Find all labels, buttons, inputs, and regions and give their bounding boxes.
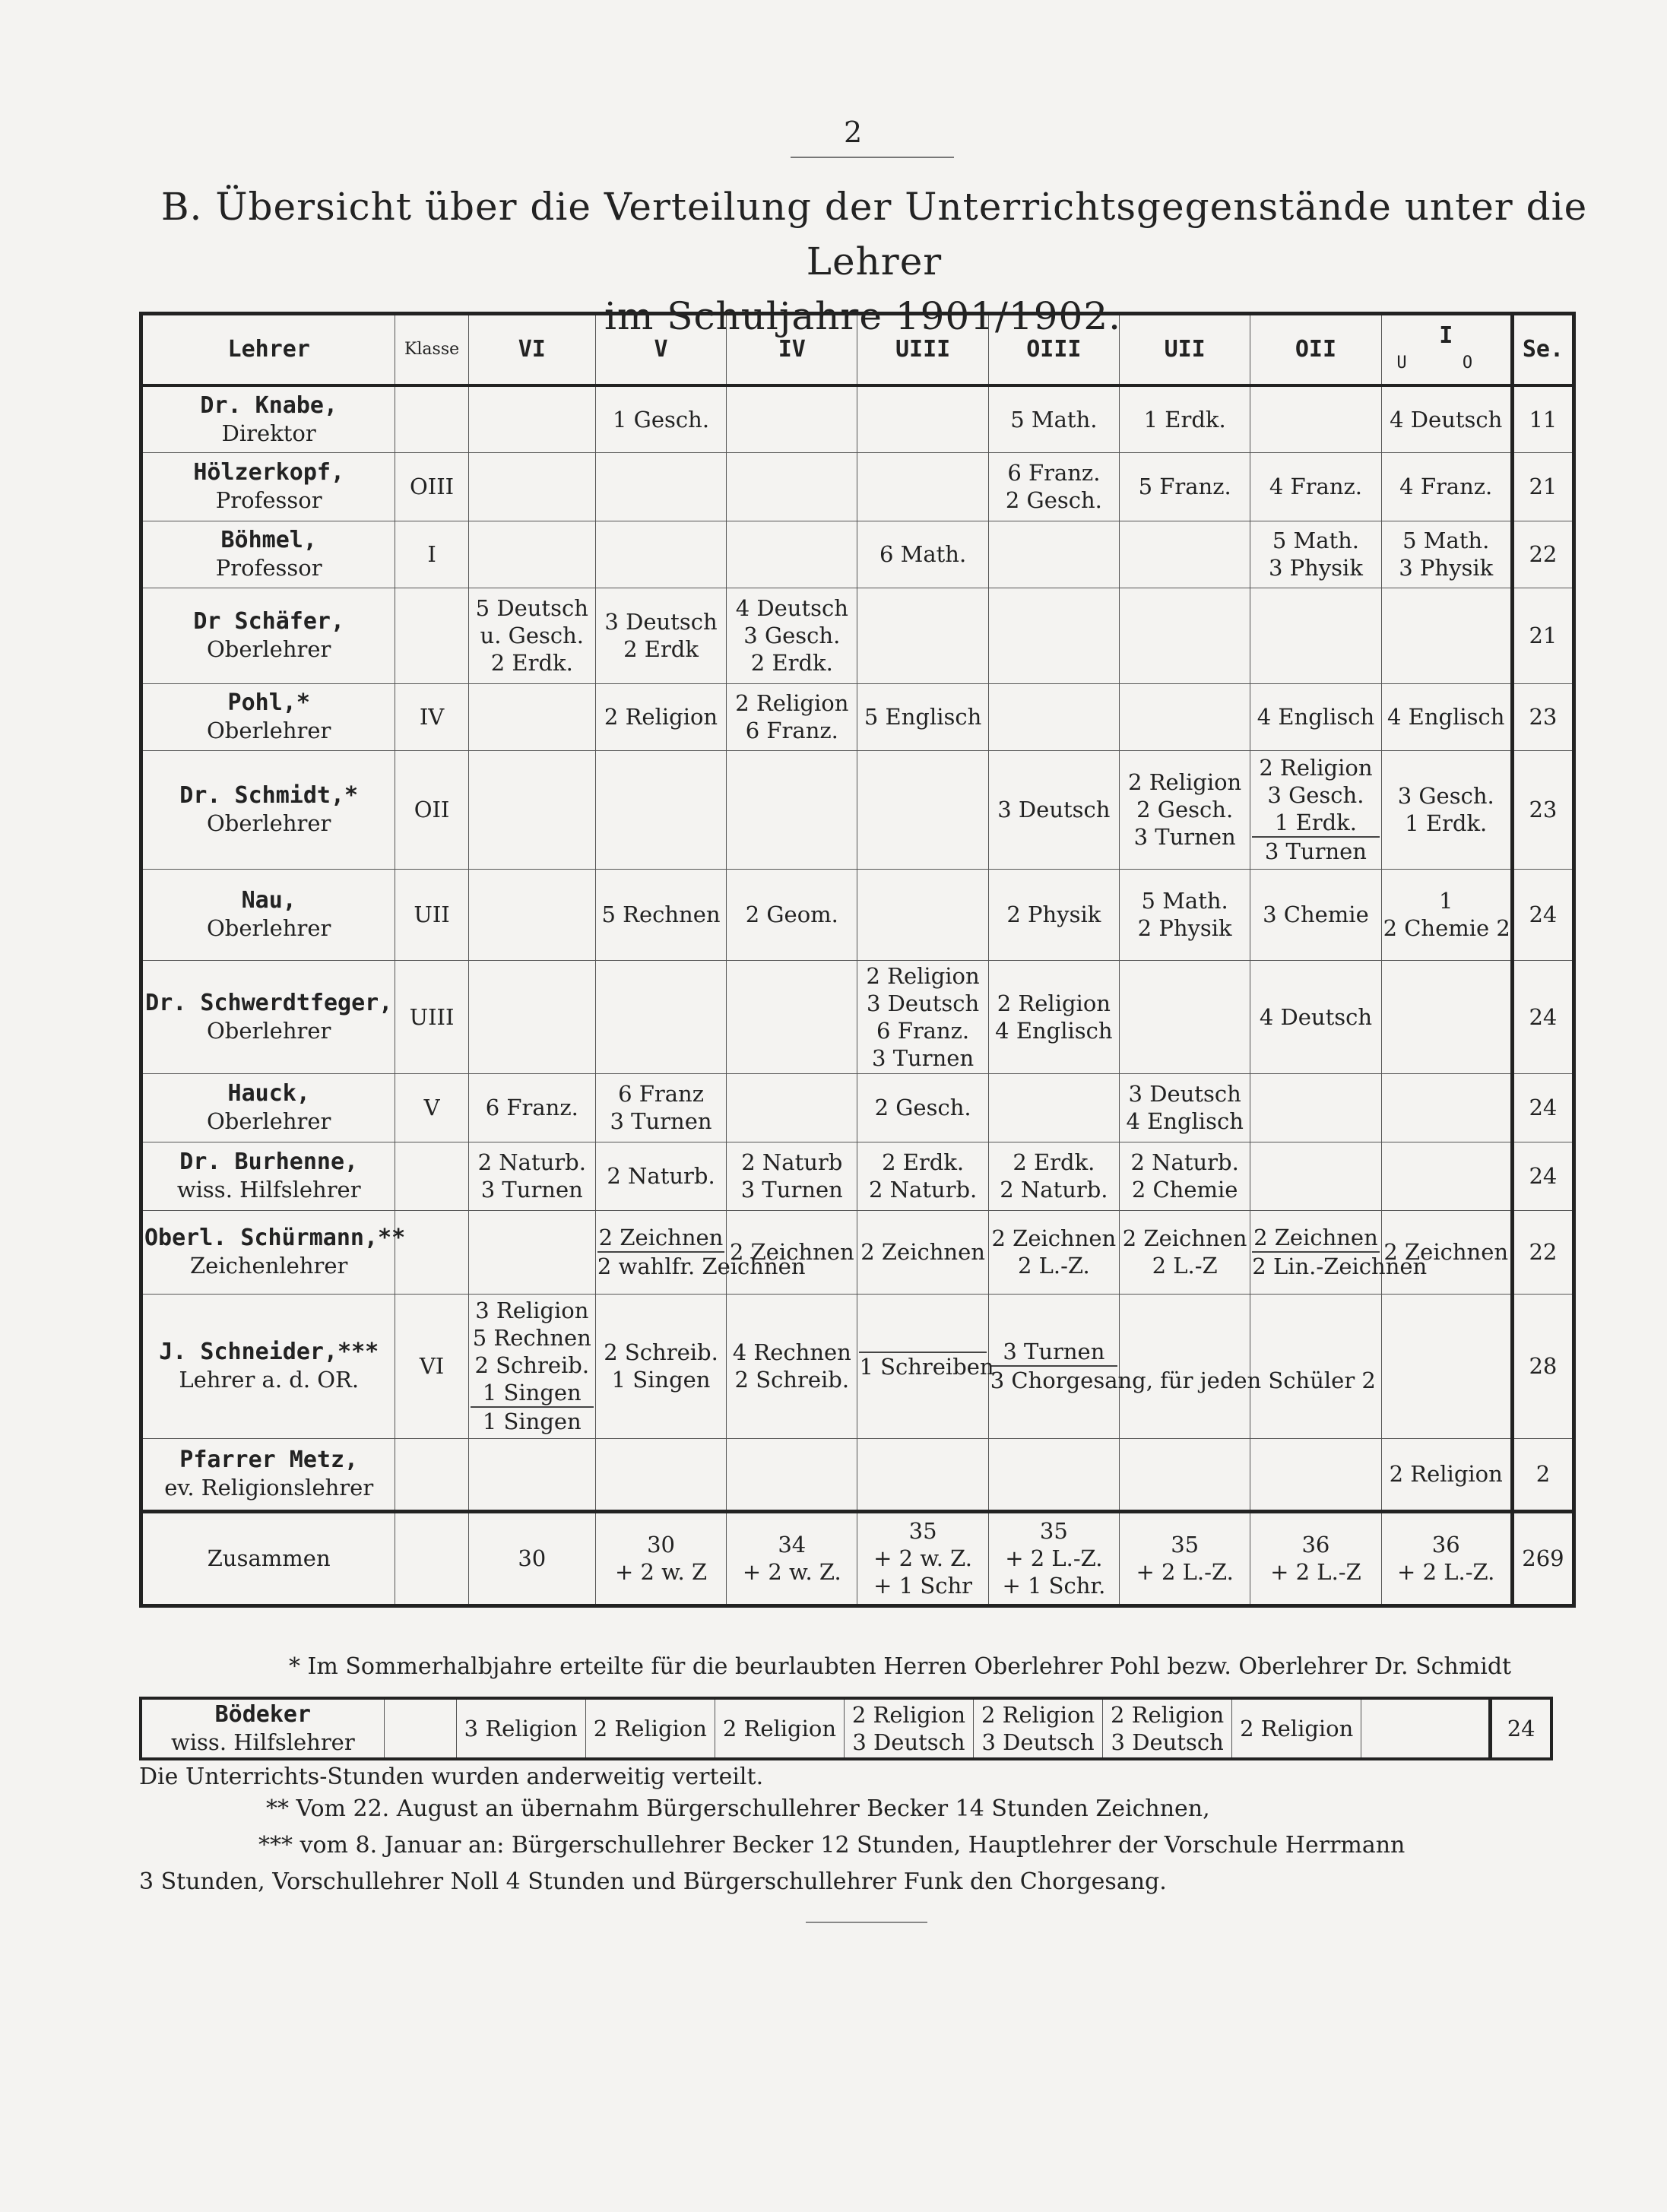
table-row bbox=[141, 452, 1574, 521]
cell-uiii: 2 Gesch. bbox=[857, 1073, 988, 1142]
cell-v: 6 Franz 3 Turnen bbox=[595, 1073, 726, 1142]
sum-cell: 24 bbox=[1512, 1073, 1574, 1142]
teacher-name: Hauck, bbox=[227, 1080, 310, 1107]
boedeker-cell-i bbox=[1361, 1698, 1491, 1759]
cell-vi bbox=[468, 750, 595, 869]
table-row bbox=[141, 1210, 1574, 1294]
cell-iv: 2 Geom. bbox=[727, 869, 857, 960]
cell-iv: 2 Religion 6 Franz. bbox=[727, 683, 857, 750]
cell-uiii: 5 Englisch bbox=[857, 683, 988, 750]
cell-i bbox=[1381, 1294, 1512, 1438]
cell-oiii: 3 Turnen 3 Chorgesang, für jeden Schüler 2 bbox=[988, 1294, 1119, 1438]
cell-uii: 2 Zeichnen 2 L.-Z bbox=[1120, 1210, 1250, 1294]
klasse-cell bbox=[395, 1210, 468, 1294]
header-col-v: V bbox=[595, 314, 726, 386]
cell-v bbox=[595, 452, 726, 521]
header-col-i-sub: U O bbox=[1396, 353, 1496, 372]
teacher-role: Oberlehrer bbox=[207, 718, 331, 743]
cell-iv bbox=[727, 750, 857, 869]
header-col-i bbox=[1381, 314, 1512, 386]
cell-i: 2 Religion bbox=[1381, 1438, 1512, 1511]
table-row bbox=[141, 869, 1574, 960]
header-col-iv: IV bbox=[727, 314, 857, 386]
teacher-role: Lehrer a. d. OR. bbox=[179, 1367, 360, 1393]
cell-oii: 3 Chemie bbox=[1250, 869, 1381, 960]
klasse-cell: IV bbox=[395, 683, 468, 750]
boedeker-name-cell bbox=[141, 1698, 384, 1759]
cell-oii bbox=[1250, 1142, 1381, 1210]
cell-iv bbox=[727, 385, 857, 452]
table-row bbox=[141, 385, 1574, 452]
teacher-cell bbox=[141, 1294, 395, 1438]
cell-iv bbox=[727, 452, 857, 521]
cell-uiii bbox=[857, 750, 988, 869]
cell-vi bbox=[468, 521, 595, 588]
bottom-rule bbox=[806, 1922, 927, 1923]
totals-vi: 30 bbox=[468, 1511, 595, 1605]
teacher-role: Oberlehrer bbox=[207, 636, 331, 662]
cell-oiii: 3 Deutsch bbox=[988, 750, 1119, 869]
teacher-role: Professor bbox=[215, 487, 322, 513]
cell-oiii: 2 Physik bbox=[988, 869, 1119, 960]
cell-uiii bbox=[857, 588, 988, 683]
sum-cell: 24 bbox=[1512, 960, 1574, 1073]
distribution-table bbox=[139, 312, 1576, 1608]
table-row bbox=[141, 683, 1574, 750]
brace-note: 3 Chorgesang, für jeden Schüler 2 bbox=[990, 1365, 1117, 1394]
header-col-oii: OII bbox=[1250, 314, 1381, 386]
teacher-cell bbox=[141, 385, 395, 452]
teacher-cell bbox=[141, 452, 395, 521]
klasse-cell bbox=[395, 1142, 468, 1210]
top-rule bbox=[791, 157, 954, 158]
teacher-cell bbox=[141, 1142, 395, 1210]
cell-uiii: 2 Religion 3 Deutsch 6 Franz. 3 Turnen bbox=[857, 960, 988, 1073]
teacher-cell bbox=[141, 683, 395, 750]
sum-cell: 22 bbox=[1512, 1210, 1574, 1294]
teacher-name: Pfarrer Metz, bbox=[179, 1447, 359, 1473]
table-row bbox=[141, 1073, 1574, 1142]
teacher-name: Dr. Knabe, bbox=[200, 391, 338, 419]
cell-v: 2 Schreib. 1 Singen bbox=[595, 1294, 726, 1438]
cell-i bbox=[1381, 1073, 1512, 1142]
cell-vi: 2 Naturb. 3 Turnen bbox=[468, 1142, 595, 1210]
footnote-1: * Im Sommerhalbjahre erteilte für die beurlaubten Herren Oberlehrer Pohl bezw. Oberlehrer Dr. Schmidt bbox=[289, 1653, 1512, 1680]
boedeker-cell-v: 2 Religion bbox=[585, 1698, 715, 1759]
teacher-role: wiss. Hilfslehrer bbox=[176, 1177, 361, 1203]
teacher-role: ev. Religionslehrer bbox=[164, 1475, 374, 1501]
cell-v bbox=[595, 1438, 726, 1511]
boedeker-cell-uiii: 2 Religion 3 Deutsch bbox=[844, 1698, 973, 1759]
cell-iv: 2 Zeichnen bbox=[727, 1210, 857, 1294]
cell-v bbox=[595, 521, 726, 588]
teacher-cell bbox=[141, 521, 395, 588]
klasse-cell bbox=[395, 385, 468, 452]
footnote-1b: Die Unterrichts-Stunden wurden anderweitig verteilt. bbox=[139, 1764, 764, 1790]
header-col-vi: VI bbox=[468, 314, 595, 386]
cell-v: 2 Religion bbox=[595, 683, 726, 750]
teacher-cell bbox=[141, 1438, 395, 1511]
totals-v: 30 + 2 w. Z bbox=[595, 1511, 726, 1605]
cell-oiii: 2 Zeichnen 2 L.-Z. bbox=[988, 1210, 1119, 1294]
cell-oii bbox=[1250, 1294, 1381, 1438]
teacher-name: Nau, bbox=[241, 887, 296, 914]
cell-v: 3 Deutsch 2 Erdk bbox=[595, 588, 726, 683]
cell-v: 2 Naturb. bbox=[595, 1142, 726, 1210]
totals-row bbox=[141, 1511, 1574, 1605]
boedeker-table bbox=[139, 1697, 1553, 1760]
boedeker-cell-vi: 3 Religion bbox=[456, 1698, 585, 1759]
boedeker-sum: 24 bbox=[1491, 1698, 1551, 1759]
cell-vi: 3 Religion 5 Rechnen 2 Schreib. 1 Singen 1 Singen bbox=[468, 1294, 595, 1438]
cell-iv bbox=[727, 521, 857, 588]
cell-uiii: 2 Erdk. 2 Naturb. bbox=[857, 1142, 988, 1210]
cell-oii: 5 Math. 3 Physik bbox=[1250, 521, 1381, 588]
cell-vi bbox=[468, 385, 595, 452]
teacher-role: Zeichenlehrer bbox=[190, 1253, 348, 1279]
cell-i: 1 2 Chemie 2 bbox=[1381, 869, 1512, 960]
teacher-cell bbox=[141, 1210, 406, 1294]
cell-oii bbox=[1250, 1438, 1381, 1511]
cell-oiii: 5 Math. bbox=[988, 385, 1119, 452]
footnote-3b: 3 Stunden, Vorschullehrer Noll 4 Stunden und Bürgerschullehrer Funk den Chorgesang. bbox=[139, 1868, 1167, 1895]
cell-v: 2 Zeichnen 2 wahlfr. Zeichnen bbox=[595, 1210, 726, 1294]
cell-oii: 4 Franz. bbox=[1250, 452, 1381, 521]
sum-cell: 23 bbox=[1512, 750, 1574, 869]
totals-uiii: 35 + 2 w. Z. + 1 Schr bbox=[857, 1511, 988, 1605]
teacher-role: Professor bbox=[215, 555, 322, 581]
boedeker-cell-iv: 2 Religion bbox=[715, 1698, 844, 1759]
cell-iv: 4 Rechnen 2 Schreib. bbox=[727, 1294, 857, 1438]
teacher-name: Oberl. Schürmann,** bbox=[144, 1225, 406, 1251]
cell-vi bbox=[468, 452, 595, 521]
cell-uii bbox=[1120, 1294, 1250, 1438]
brace-note: 2 wahlfr. Zeichnen bbox=[597, 1251, 724, 1280]
cell-oii: 4 Englisch bbox=[1250, 683, 1381, 750]
page-number: 2 bbox=[844, 116, 863, 149]
cell-vi bbox=[468, 1438, 595, 1511]
cell-i: 5 Math. 3 Physik bbox=[1381, 521, 1512, 588]
brace-note: 1 Singen bbox=[471, 1406, 594, 1435]
totals-sum: 269 bbox=[1512, 1511, 1574, 1605]
teacher-cell bbox=[141, 588, 395, 683]
sum-cell: 11 bbox=[1512, 385, 1574, 452]
table-row bbox=[141, 1294, 1574, 1438]
cell-vi: 5 Deutsch u. Gesch. 2 Erdk. bbox=[468, 588, 595, 683]
cell-uii: 2 Naturb. 2 Chemie bbox=[1120, 1142, 1250, 1210]
totals-klasse bbox=[395, 1511, 468, 1605]
sum-cell: 28 bbox=[1512, 1294, 1574, 1438]
boedeker-klasse bbox=[384, 1698, 456, 1759]
cell-oiii: 2 Religion 4 Englisch bbox=[988, 960, 1119, 1073]
cell-vi bbox=[468, 869, 595, 960]
cell-oiii bbox=[988, 683, 1119, 750]
cell-uii: 5 Math. 2 Physik bbox=[1120, 869, 1250, 960]
cell-vi bbox=[468, 960, 595, 1073]
teacher-cell bbox=[141, 869, 395, 960]
teacher-role: Direktor bbox=[221, 420, 316, 446]
cell-uiii: 2 Zeichnen bbox=[857, 1210, 988, 1294]
header-row bbox=[141, 314, 1574, 386]
cell-vi: 6 Franz. bbox=[468, 1073, 595, 1142]
cell-oii bbox=[1250, 588, 1381, 683]
boedeker-cell-oii: 2 Religion bbox=[1232, 1698, 1361, 1759]
sum-cell: 22 bbox=[1512, 521, 1574, 588]
cell-oiii: 6 Franz. 2 Gesch. bbox=[988, 452, 1119, 521]
cell-iv bbox=[727, 960, 857, 1073]
klasse-cell: VI bbox=[395, 1294, 468, 1438]
header-col-uiii: UIII bbox=[857, 314, 988, 386]
boedeker-cell-oiii: 2 Religion 3 Deutsch bbox=[974, 1698, 1103, 1759]
cell-uiii bbox=[857, 452, 988, 521]
cell-uiii bbox=[857, 869, 988, 960]
totals-uii: 35 + 2 L.-Z. bbox=[1120, 1511, 1250, 1605]
teacher-name: Pohl,* bbox=[227, 689, 310, 716]
boedeker-cell-uii: 2 Religion 3 Deutsch bbox=[1103, 1698, 1232, 1759]
cell-i: 4 Deutsch bbox=[1381, 385, 1512, 452]
klasse-cell: OII bbox=[395, 750, 468, 869]
teacher-name: Dr. Schwerdtfeger, bbox=[145, 989, 393, 1016]
sum-cell: 24 bbox=[1512, 869, 1574, 960]
klasse-cell: I bbox=[395, 521, 468, 588]
cell-i bbox=[1381, 960, 1512, 1073]
teacher-name: Dr. Schmidt,* bbox=[179, 782, 359, 809]
boedeker-role: wiss. Hilfslehrer bbox=[170, 1729, 355, 1755]
brace-note: 1 Schreiben bbox=[859, 1352, 986, 1380]
footnote-3: *** vom 8. Januar an: Bürgerschullehrer Becker 12 Stunden, Hauptlehrer der Vorschule Herrmann bbox=[258, 1832, 1406, 1859]
sum-cell: 2 bbox=[1512, 1438, 1574, 1511]
header-klasse: Klasse bbox=[395, 314, 468, 386]
cell-uiii bbox=[857, 385, 988, 452]
title-line-2: im Schuljahre 1901/1902. bbox=[604, 294, 1122, 338]
totals-iv: 34 + 2 w. Z. bbox=[727, 1511, 857, 1605]
table-row bbox=[141, 960, 1574, 1073]
cell-v: 1 Gesch. bbox=[595, 385, 726, 452]
klasse-cell bbox=[395, 588, 468, 683]
table-row bbox=[141, 1142, 1574, 1210]
teacher-name: Hölzerkopf, bbox=[193, 459, 345, 486]
boedeker-row bbox=[141, 1698, 1551, 1759]
brace-note: 2 Lin.-Zeichnen bbox=[1252, 1251, 1379, 1280]
totals-i: 36 + 2 L.-Z. bbox=[1381, 1511, 1512, 1605]
teacher-name: Böhmel, bbox=[220, 527, 317, 553]
cell-uii bbox=[1120, 521, 1250, 588]
cell-uii bbox=[1120, 588, 1250, 683]
header-col-uii: UII bbox=[1120, 314, 1250, 386]
boedeker-name: Bödeker bbox=[214, 1701, 312, 1728]
header-lehrer: Lehrer bbox=[141, 314, 395, 386]
cell-iv: 2 Naturb 3 Turnen bbox=[727, 1142, 857, 1210]
header-col-oiii: OIII bbox=[988, 314, 1119, 386]
teacher-role: Oberlehrer bbox=[207, 1108, 331, 1134]
table-row bbox=[141, 750, 1574, 869]
cell-uii: 1 Erdk. bbox=[1120, 385, 1250, 452]
cell-oiii bbox=[988, 1073, 1119, 1142]
cell-uii: 5 Franz. bbox=[1120, 452, 1250, 521]
teacher-role: Oberlehrer bbox=[207, 915, 331, 941]
cell-i bbox=[1381, 1142, 1512, 1210]
teacher-name: J. Schneider,*** bbox=[159, 1339, 379, 1365]
cell-v bbox=[595, 750, 726, 869]
klasse-cell: UIII bbox=[395, 960, 468, 1073]
teacher-role: Oberlehrer bbox=[207, 810, 331, 836]
cell-iv: 4 Deutsch 3 Gesch. 2 Erdk. bbox=[727, 588, 857, 683]
cell-oii: 2 Zeichnen 2 Lin.-Zeichnen bbox=[1250, 1210, 1381, 1294]
title-line-1: B. Übersicht über die Verteilung der Unterrichtsgegenstände unter die Lehrer bbox=[160, 185, 1588, 284]
totals-oii: 36 + 2 L.-Z bbox=[1250, 1511, 1381, 1605]
cell-uii bbox=[1120, 683, 1250, 750]
cell-uiii bbox=[857, 1294, 994, 1438]
cell-i: 2 Zeichnen bbox=[1381, 1210, 1512, 1294]
teacher-cell bbox=[141, 1073, 395, 1142]
cell-v: 5 Rechnen bbox=[595, 869, 726, 960]
cell-uii bbox=[1120, 1438, 1250, 1511]
teacher-cell bbox=[141, 750, 395, 869]
cell-iv bbox=[727, 1073, 857, 1142]
cell-uii: 2 Religion 2 Gesch. 3 Turnen bbox=[1120, 750, 1250, 869]
cell-uii: 3 Deutsch 4 Englisch bbox=[1120, 1073, 1250, 1142]
cell-oiii bbox=[988, 1438, 1119, 1511]
teacher-name: Dr Schäfer, bbox=[193, 608, 345, 635]
sum-cell: 23 bbox=[1512, 683, 1574, 750]
header-sum: Se. bbox=[1512, 314, 1574, 386]
cell-oii bbox=[1250, 1073, 1381, 1142]
cell-i: 3 Gesch. 1 Erdk. bbox=[1381, 750, 1512, 869]
brace-note: 3 Turnen bbox=[1252, 836, 1379, 865]
table-row bbox=[141, 521, 1574, 588]
sum-cell: 21 bbox=[1512, 588, 1574, 683]
table-row bbox=[141, 1438, 1574, 1511]
sum-cell: 24 bbox=[1512, 1142, 1574, 1210]
cell-i bbox=[1381, 588, 1512, 683]
cell-oii bbox=[1250, 385, 1381, 452]
cell-v bbox=[595, 960, 726, 1073]
cell-i: 4 Englisch bbox=[1381, 683, 1512, 750]
cell-oiii bbox=[988, 521, 1119, 588]
cell-oii: 4 Deutsch bbox=[1250, 960, 1381, 1073]
table-row bbox=[141, 588, 1574, 683]
klasse-cell: UII bbox=[395, 869, 468, 960]
header-col-i-label: I bbox=[1439, 322, 1453, 349]
klasse-cell: OIII bbox=[395, 452, 468, 521]
cell-uiii bbox=[857, 1438, 988, 1511]
cell-oiii: 2 Erdk. 2 Naturb. bbox=[988, 1142, 1119, 1210]
teacher-role: Oberlehrer bbox=[207, 1017, 331, 1044]
teacher-cell bbox=[141, 960, 395, 1073]
cell-vi bbox=[468, 1210, 595, 1294]
cell-uiii: 6 Math. bbox=[857, 521, 988, 588]
totals-oiii: 35 + 2 L.-Z. + 1 Schr. bbox=[988, 1511, 1119, 1605]
cell-oii: 2 Religion 3 Gesch. 1 Erdk. 3 Turnen bbox=[1250, 750, 1381, 869]
klasse-cell bbox=[395, 1438, 468, 1511]
cell-vi bbox=[468, 683, 595, 750]
cell-i: 4 Franz. bbox=[1381, 452, 1512, 521]
cell-oiii bbox=[988, 588, 1119, 683]
cell-iv bbox=[727, 1438, 857, 1511]
cell-uii bbox=[1120, 960, 1250, 1073]
footnote-2: ** Vom 22. August an übernahm Bürgerschullehrer Becker 14 Stunden Zeichnen, bbox=[266, 1795, 1210, 1822]
klasse-cell: V bbox=[395, 1073, 468, 1142]
totals-label: Zusammen bbox=[141, 1511, 395, 1605]
teacher-name: Dr. Burhenne, bbox=[179, 1149, 359, 1175]
sum-cell: 21 bbox=[1512, 452, 1574, 521]
